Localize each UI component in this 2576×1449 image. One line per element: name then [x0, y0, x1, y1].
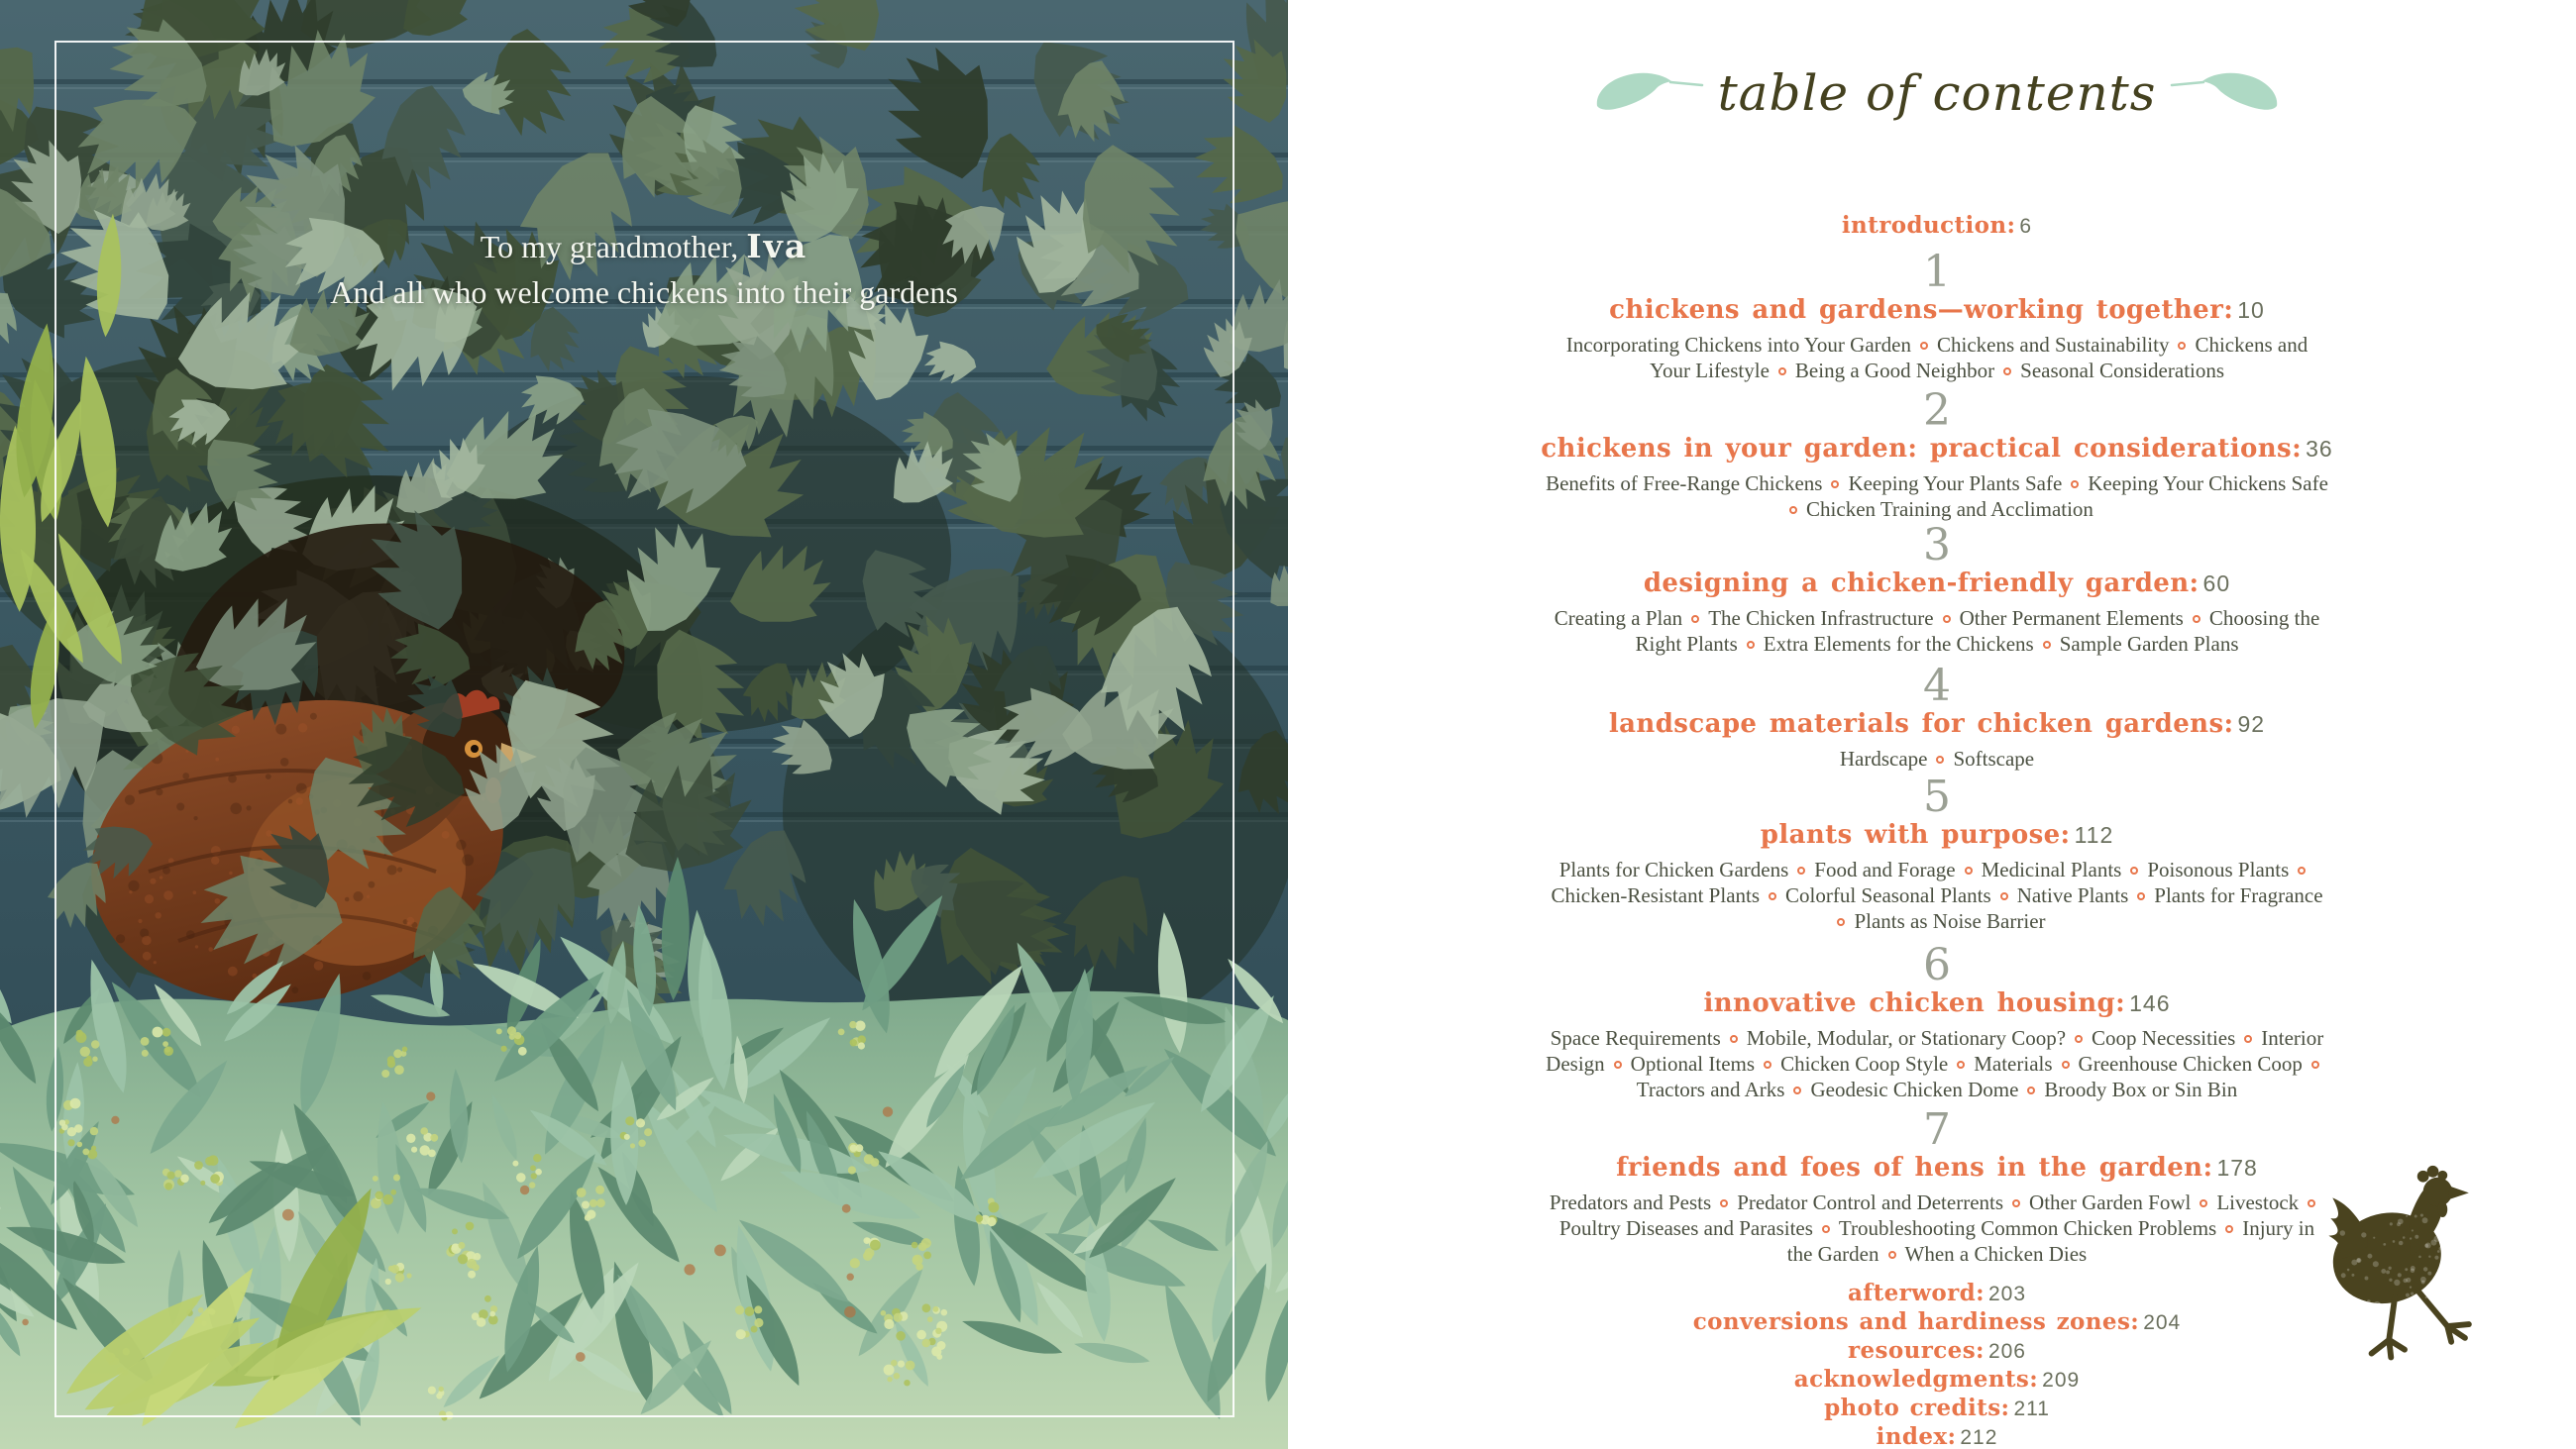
topic-label: Plants for Chicken Gardens	[1558, 858, 1789, 881]
topic-bullet	[2043, 641, 2051, 649]
toc-title-row	[1526, 54, 2348, 132]
chapter-topics	[1545, 332, 2329, 383]
topic-label: Incorporating Chickens into Your Garden	[1565, 333, 1911, 357]
topic-label: The Chicken Infrastructure	[1708, 606, 1934, 630]
topic-bullet	[1691, 615, 1699, 623]
chicken-stamp-icon	[2326, 1161, 2483, 1385]
topic-label: Benefits of Free-Range Chickens	[1546, 471, 1823, 495]
topic-label: Other Garden Fowl	[2029, 1190, 2192, 1214]
topic-bullet	[1957, 1061, 1965, 1069]
chapter-page: 146	[2129, 990, 2171, 1016]
chapter-heading	[1526, 1154, 2348, 1186]
chapter-page: 178	[2216, 1155, 2258, 1181]
topic-bullet	[1888, 1251, 1896, 1259]
toc-entry	[1526, 1367, 2348, 1395]
toc-entry	[1526, 1424, 2348, 1449]
topic-label: Broody Box or Sin Bin	[2044, 1078, 2238, 1101]
chapter-topics	[1545, 470, 2329, 522]
chapter-entry	[1526, 247, 2348, 383]
toc-entry-label: acknowledgments:	[1793, 1366, 2039, 1393]
topic-bullet	[1764, 1061, 1771, 1069]
toc-entry-page: 204	[2143, 1311, 2182, 1334]
topic-label: Food and Forage	[1814, 858, 1956, 881]
topic-label: Greenhouse Chicken Coop	[2078, 1052, 2303, 1076]
chapter-entry	[1526, 661, 2348, 772]
chapter-number: 1	[1923, 247, 1951, 297]
topic-bullet	[2200, 1199, 2207, 1207]
topic-bullet	[2130, 867, 2138, 875]
topic-bullet	[2308, 1199, 2315, 1207]
chapter-number: 4	[1923, 661, 1951, 711]
topic-label: Softscape	[1953, 747, 2035, 771]
chapter-title: designing a chicken-friendly garden:	[1643, 569, 2200, 598]
topic-label: Chicken Coop Style	[1780, 1052, 1949, 1076]
chapter-page: 36	[2306, 436, 2333, 462]
topic-bullet	[1769, 892, 1776, 900]
toc-entry-page: 212	[1960, 1426, 1998, 1449]
toc-entry-label: afterword:	[1847, 1280, 1985, 1306]
topic-label: Plants for Fragrance	[2154, 883, 2323, 907]
topic-bullet	[2178, 342, 2186, 350]
chapter-entry	[1526, 385, 2348, 522]
topic-bullet	[2244, 1035, 2252, 1043]
topic-label: When a Chicken Dies	[1904, 1242, 2088, 1266]
chapter-entry	[1526, 940, 2348, 1102]
chapter-heading	[1526, 989, 2348, 1021]
chapter-number: 7	[1923, 1104, 1951, 1155]
toc-entry-page: 203	[1987, 1283, 2027, 1305]
topic-label: Chickens and Your Lifestyle	[1649, 333, 2308, 382]
topic-bullet	[1797, 867, 1805, 875]
topic-bullet	[2000, 892, 2008, 900]
topic-bullet	[1837, 918, 1845, 926]
chapter-number: 5	[1923, 772, 1951, 822]
toc-entry-label: photo credits:	[1824, 1395, 2010, 1421]
topic-bullet	[2027, 1087, 2035, 1094]
topic-bullet	[1720, 1199, 1728, 1207]
toc-entry-introduction-page: 6	[2019, 215, 2033, 238]
topic-bullet	[1965, 867, 1973, 875]
chapter-number: 3	[1923, 520, 1951, 570]
topic-bullet	[1730, 1035, 1738, 1043]
right-toc-page	[1288, 0, 2576, 1449]
topic-bullet	[1936, 756, 1944, 764]
topic-label: Coop Necessities	[2092, 1026, 2236, 1050]
topic-bullet	[1778, 367, 1786, 375]
chapter-title: landscape materials for chicken gardens:	[1608, 709, 2234, 739]
topic-bullet	[2071, 480, 2079, 488]
topic-bullet	[1943, 615, 1951, 623]
chapter-page: 10	[2237, 297, 2265, 323]
topic-label: Predator Control and Deterrents	[1737, 1190, 2004, 1214]
topic-label: Colorful Seasonal Plants	[1785, 883, 1991, 907]
chapter-entry	[1526, 520, 2348, 657]
dedication-prefix: To my grandmother,	[480, 229, 747, 264]
feather-icon	[2170, 70, 2281, 116]
toc-entry-introduction-label: introduction:	[1841, 212, 2016, 239]
back-matter-list	[1526, 1281, 2348, 1449]
topic-label: Tractors and Arks	[1636, 1078, 1785, 1101]
topic-bullet	[2298, 867, 2306, 875]
topic-label: Extra Elements for the Chickens	[1763, 632, 2034, 656]
chapter-number: 2	[1923, 385, 1951, 436]
chapter-list	[1526, 247, 2348, 1267]
topic-label: Space Requirements	[1550, 1026, 1721, 1050]
topic-label: Keeping Your Plants Safe	[1848, 471, 2063, 495]
topic-bullet	[2311, 1061, 2319, 1069]
chapter-heading	[1526, 435, 2348, 466]
feather-icon	[1593, 70, 1704, 116]
chapter-title: plants with purpose:	[1760, 820, 2071, 850]
topic-bullet	[2062, 1061, 2070, 1069]
toc-content	[1526, 0, 2348, 1449]
topic-bullet	[2137, 892, 2145, 900]
chapter-topics	[1545, 746, 2329, 772]
topic-label: Sample Garden Plans	[2059, 632, 2239, 656]
dedication-name: Iva	[746, 227, 808, 265]
toc-entry-introduction	[1526, 213, 2348, 241]
topic-bullet	[1793, 1087, 1801, 1094]
chapter-heading	[1526, 569, 2348, 601]
chapter-heading	[1526, 296, 2348, 328]
chapter-title: friends and foes of hens in the garden:	[1616, 1153, 2213, 1183]
topic-label: Creating a Plan	[1554, 606, 1683, 630]
topic-label: Injury in the Garden	[1786, 1216, 2315, 1266]
topic-label: Poisonous Plants	[2147, 858, 2290, 881]
toc-entry	[1526, 1281, 2348, 1308]
topic-label: Native Plants	[2016, 883, 2129, 907]
topic-label: Other Permanent Elements	[1959, 606, 2184, 630]
topic-label: Plants as Noise Barrier	[1854, 909, 2046, 933]
topic-bullet	[1747, 641, 1755, 649]
topic-label: Optional Items	[1630, 1052, 1756, 1076]
dedication-line-1	[0, 224, 1288, 269]
dedication-line-2: And all who welcome chickens into their gardens	[330, 274, 958, 310]
topic-label: Chicken Training and Acclimation	[1806, 497, 2093, 521]
topic-label: Hardscape	[1839, 747, 1928, 771]
topic-bullet	[1831, 480, 1839, 488]
topic-bullet	[2075, 1035, 2083, 1043]
chapter-page: 92	[2237, 711, 2266, 737]
toc-entry-label: conversions and hardiness zones:	[1692, 1308, 2140, 1335]
topic-label: Keeping Your Chickens Safe	[2088, 471, 2328, 495]
dedication	[0, 224, 1288, 315]
toc-entry	[1526, 1338, 2348, 1366]
chapter-page: 60	[2202, 570, 2231, 596]
chapter-topics	[1545, 1025, 2329, 1102]
page-title: table of contents	[1717, 64, 2157, 122]
topic-label: Troubleshooting Common Chicken Problems	[1838, 1216, 2217, 1240]
chapter-title: chickens and gardens—working together:	[1609, 295, 2234, 325]
topic-bullet	[1789, 506, 1797, 514]
chapter-topics	[1545, 1190, 2329, 1267]
topic-bullet	[2003, 367, 2011, 375]
topic-label: Livestock	[2216, 1190, 2300, 1214]
topic-bullet	[1614, 1061, 1622, 1069]
chapter-topics	[1545, 857, 2329, 934]
toc-entry-page: 209	[2042, 1369, 2081, 1392]
topic-label: Geodesic Chicken Dome	[1810, 1078, 2019, 1101]
chapter-title: innovative chicken housing:	[1703, 988, 2126, 1018]
topic-label: Being a Good Neighbor	[1794, 359, 1995, 382]
topic-label: Chickens and Sustainability	[1936, 333, 2170, 357]
topic-label: Mobile, Modular, or Stationary Coop?	[1746, 1026, 2067, 1050]
topic-bullet	[1822, 1225, 1830, 1233]
chapter-entry	[1526, 772, 2348, 934]
toc-entry-page: 211	[2013, 1397, 2050, 1420]
chapter-number: 6	[1923, 940, 1951, 990]
topic-label: Predators and Pests	[1549, 1190, 1712, 1214]
topic-bullet	[1920, 342, 1928, 350]
chapter-topics	[1545, 605, 2329, 657]
topic-label: Chicken-Resistant Plants	[1551, 883, 1761, 907]
toc-entry-label: resources:	[1847, 1337, 1985, 1364]
toc-entry	[1526, 1396, 2348, 1423]
topic-label: Medicinal Plants	[1981, 858, 2122, 881]
toc-entry-label: index:	[1876, 1423, 1957, 1449]
topic-label: Interior Design	[1546, 1026, 2324, 1076]
chapter-entry	[1526, 1104, 2348, 1267]
toc-entry-page: 206	[1987, 1340, 2026, 1363]
topic-label: Seasonal Considerations	[2020, 359, 2225, 382]
topic-label: Poultry Diseases and Parasites	[1558, 1216, 1813, 1240]
chapter-heading	[1526, 821, 2348, 853]
topic-label: Materials	[1974, 1052, 2053, 1076]
front-matter-list	[1526, 213, 2348, 241]
topic-bullet	[2225, 1225, 2233, 1233]
toc-entry	[1526, 1309, 2348, 1337]
topic-bullet	[2012, 1199, 2020, 1207]
chapter-heading	[1526, 710, 2348, 742]
chapter-title: chickens in your garden: practical considerations:	[1541, 434, 2303, 464]
chapter-page: 112	[2074, 822, 2114, 848]
topic-bullet	[2193, 615, 2200, 623]
topic-label: Choosing the Right Plants	[1635, 606, 2320, 656]
